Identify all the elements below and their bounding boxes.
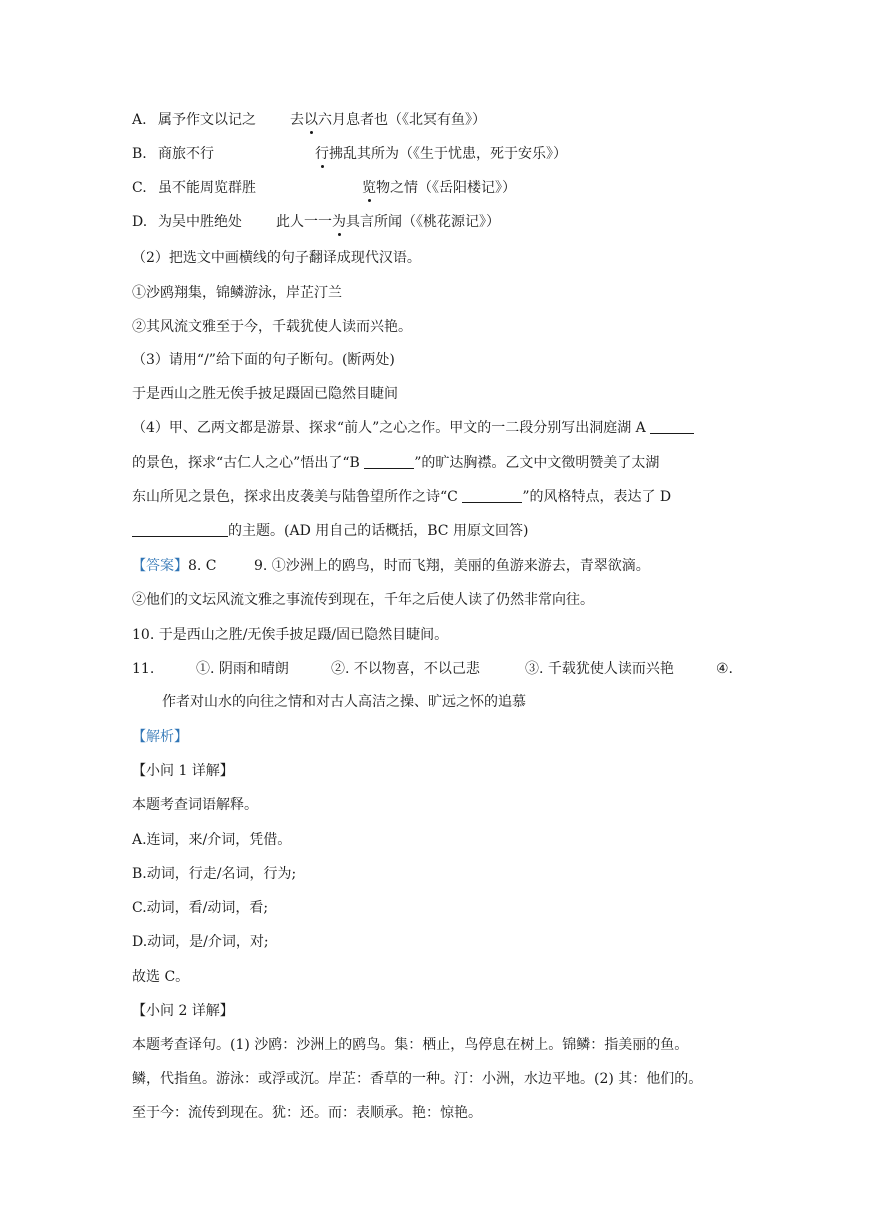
option-dotted-char: 览 — [362, 180, 376, 196]
q4-text: ”的旷达胸襟。乙文中文徵明赞美了太湖 — [414, 455, 660, 471]
blank-a — [650, 419, 694, 434]
analysis-line: B.动词，行走/名词，行为; — [132, 866, 297, 882]
q3-prompt: （3）请用“/”给下面的句子断句。(断两处) — [132, 352, 395, 368]
blank-b — [364, 454, 414, 469]
analysis-line: A.连词，来/介词，凭借。 — [132, 832, 292, 848]
answer-11-number: 11. — [132, 661, 155, 677]
option-left: 属予作文以记之 — [158, 112, 256, 128]
option-dotted-char: 为 — [332, 214, 346, 230]
subquestion-1-heading: 【小问 1 详解】 — [132, 763, 234, 779]
option-left: 虽不能周览群胜 — [158, 180, 256, 196]
analysis-line: 鳞，代指鱼。游泳：或浮或沉。岸芷：香草的一种。汀：小洲，水边平地。(2) 其：他们的。 — [132, 1071, 703, 1087]
answer-9-part-2: ②他们的文坛风流文雅之事流传到现在，千年之后使人读了仍然非常向往。 — [132, 592, 594, 608]
analysis-line: 故选 C。 — [132, 969, 190, 985]
answer-10: 10. 于是西山之胜/无俟手披足蹑/固已隐然目睫间。 — [132, 627, 449, 643]
q4-line-4 — [132, 521, 528, 541]
subquestion-2-heading: 【小问 2 详解】 — [132, 1003, 234, 1019]
analysis-line: 本题考查译句。(1) 沙鸥：沙洲上的鸥鸟。集：栖止，鸟停息在树上。锦鳞：指美丽的鱼。 — [132, 1037, 689, 1053]
q3-sentence: 于是西山之胜无俟手披足蹑固已隐然目睫间 — [132, 386, 398, 402]
answer-11-part-4: ④. — [716, 661, 734, 677]
option-left: 为吴中胜绝处 — [158, 214, 242, 230]
answer-11-continuation: 作者对山水的向往之情和对古人高洁之操、旷远之怀的追慕 — [162, 694, 526, 710]
option-c — [132, 178, 516, 198]
option-left: 商旅不行 — [158, 146, 214, 162]
analysis-line: C.动词，看/动词，看; — [132, 900, 269, 916]
q4-text: ”的风格特点，表达了 D — [522, 489, 672, 505]
option-dotted-char: 行 — [315, 146, 329, 162]
option-right-pre: 此人一一 — [276, 214, 332, 230]
q4-text: 的主题。(AD 用自己的话概括，BC 用原文回答) — [228, 523, 529, 539]
q2-sentence-2: ②其风流文雅至于今，千载犹使人读而兴艳。 — [132, 319, 412, 335]
analysis-tag: 【解析】 — [132, 729, 188, 745]
q4-line-3 — [132, 487, 671, 507]
option-right-pre: 去 — [290, 112, 304, 128]
option-label: B. — [132, 146, 147, 162]
answer-tag: 【答案】 — [132, 558, 188, 574]
answer-11-part-1: ①. 阴雨和晴朗 — [196, 661, 289, 677]
q2-sentence-1: ①沙鸥翔集，锦鳞游泳，岸芷汀兰 — [132, 285, 342, 301]
analysis-line: D.动词，是/介词，对; — [132, 934, 269, 950]
q4-text: （4）甲、乙两文都是游景、探求“前人”之心之作。甲文的一二段分别写出洞庭湖 A — [132, 420, 646, 436]
answer-11 — [132, 659, 733, 679]
option-a — [132, 110, 486, 130]
option-label: D. — [132, 214, 148, 230]
q2-prompt: （2）把选文中画横线的句子翻译成现代汉语。 — [132, 250, 421, 266]
q4-line-1 — [132, 418, 694, 438]
q4-text: 的景色，探求“古仁人之心”悟出了“B — [132, 455, 360, 471]
answer-11-part-2: ②. 不以物喜，不以己悲 — [331, 661, 480, 677]
blank-c — [462, 488, 522, 503]
q4-text: 东山所见之景色，探求出皮袭美与陆鲁望所作之诗“C — [132, 489, 458, 505]
blank-d — [132, 522, 228, 537]
option-label: A. — [132, 112, 147, 128]
q4-line-2 — [132, 453, 659, 473]
option-right-post: 拂乱其所为（《生于忧患，死于安乐》） — [329, 146, 567, 162]
option-right-post: 六月息者也（《北冥有鱼》） — [318, 112, 486, 128]
option-right-post: 具言所闻（《桃花源记》） — [346, 214, 500, 230]
answer-8: 8. C — [188, 558, 217, 574]
option-right-post: 物之情（《岳阳楼记》） — [376, 180, 516, 196]
option-dotted-char: 以 — [304, 112, 318, 128]
analysis-line: 至于今：流传到现在。犹：还。而：表顺承。艳：惊艳。 — [132, 1105, 482, 1121]
answer-11-part-3: ③. 千载犹使人读而兴艳 — [525, 661, 674, 677]
option-d — [132, 212, 500, 232]
option-b — [132, 144, 567, 164]
option-label: C. — [132, 180, 147, 196]
answer-9: 9. ①沙洲上的鸥鸟，时而飞翔，美丽的鱼游来游去，青翠欲滴。 — [254, 558, 650, 574]
analysis-line: 本题考查词语解释。 — [132, 797, 258, 813]
answer-line — [132, 556, 650, 576]
